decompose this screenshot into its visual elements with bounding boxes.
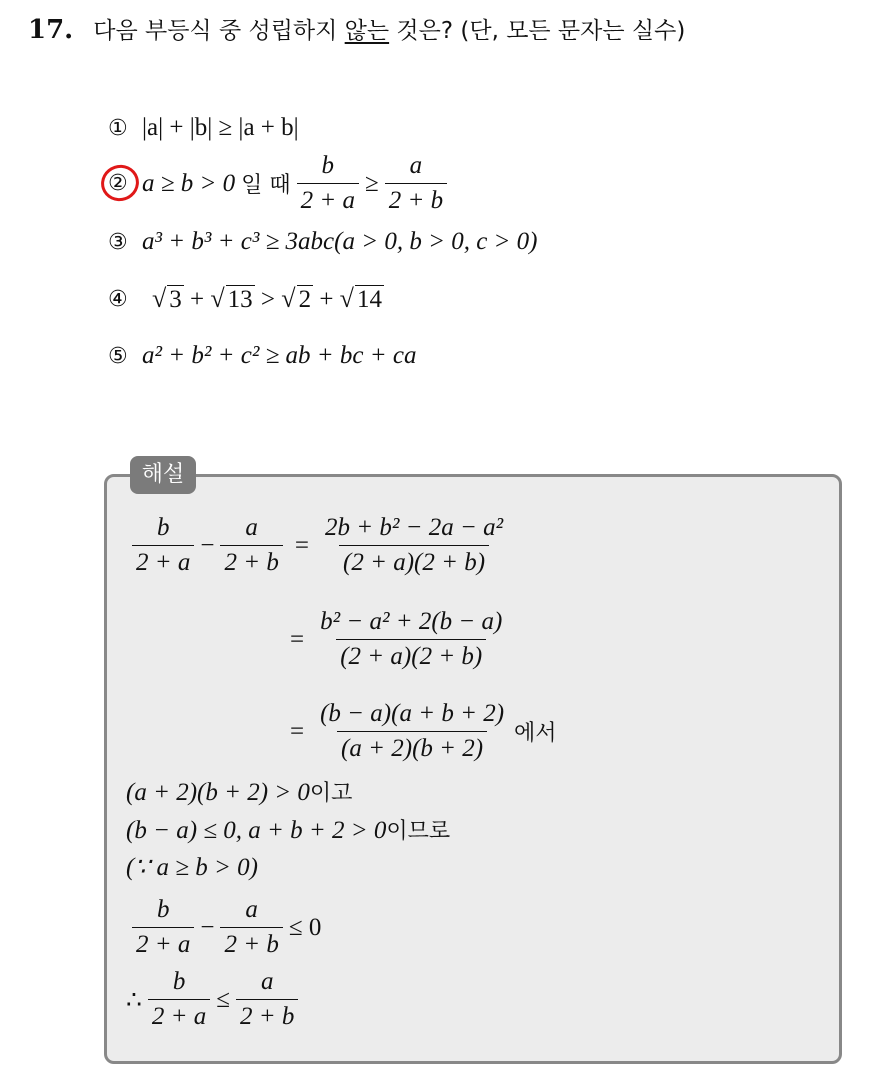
fraction-rhs: $\frac{a}{2 + b}$ <box>385 152 447 215</box>
option-when: 일 때 <box>241 173 291 198</box>
option-expression: a³ + b³ + c³ ≥ 3abc(a > 0, b > 0, c > 0) <box>142 228 538 255</box>
question-header <box>28 12 685 45</box>
option-expression: |a| + |b| ≥ |a + b| <box>142 114 299 141</box>
solution-step-6: (∵ a ≥ b > 0) <box>126 854 258 881</box>
solution-step-3: = $\frac{(b - a)(a + b + 2)}{(a + 2)(b + 2)}$ 에서 <box>290 700 557 762</box>
solution-step-7: $\frac{b}{2 + a}$ − $\frac{a}{2 + b}$ ≤ 0 <box>126 896 321 959</box>
option-marker: ① <box>108 115 128 141</box>
option-4[interactable] <box>108 284 384 314</box>
question-text: 다음 부등식 중 성립하지 않는 것은? (단, 모든 문자는 실수) <box>93 18 686 44</box>
option-3[interactable] <box>108 228 538 256</box>
option-marker: ③ <box>108 229 128 255</box>
solution-step-8: ∴ $\frac{b}{2 + a}$ ≤ $\frac{a}{2 + b}$ <box>126 968 304 1031</box>
red-circle-mark <box>96 160 143 206</box>
option-expression: a² + b² + c² ≥ ab + bc + ca <box>142 342 417 369</box>
option-marker: ④ <box>108 286 128 312</box>
option-expression: √ 3 + √ 13 > √ 2 + √ 14 <box>152 284 382 313</box>
emphasis-underline: 않는 <box>344 18 390 44</box>
option-1[interactable] <box>108 114 299 142</box>
solution-step-2: = $\frac{\text{b² − a² + 2(b − a)}}{(2 + a)(2 + b)}$ <box>290 608 503 670</box>
option-marker: ② <box>108 171 142 196</box>
option-2[interactable]: ② a ≥ b > 0 일 때 $\frac{b}{2 + a}$ ≥ $\frac{a}{2 + b}$ <box>108 152 453 215</box>
solution-step-1: $\frac{b}{2 + a}$ − $\frac{a}{2 + b}$ = $\frac{\text{2b + b² − 2a − a²}}{(2 + a)(2 + b)}$ <box>126 514 513 577</box>
question-number: 17. <box>28 15 74 45</box>
solution-step-4: (a + 2)(b + 2) > 0이고 <box>126 779 353 806</box>
option-5[interactable] <box>108 342 416 370</box>
option-marker: ⑤ <box>108 343 128 369</box>
solution-step-5: (b − a) ≤ 0, a + b + 2 > 0이므로 <box>126 817 451 844</box>
solution-label: 해설 <box>130 456 196 494</box>
fraction-lhs: $\frac{b}{2 + a}$ <box>297 152 359 215</box>
option-expression: a ≥ b > 0 <box>142 169 236 197</box>
